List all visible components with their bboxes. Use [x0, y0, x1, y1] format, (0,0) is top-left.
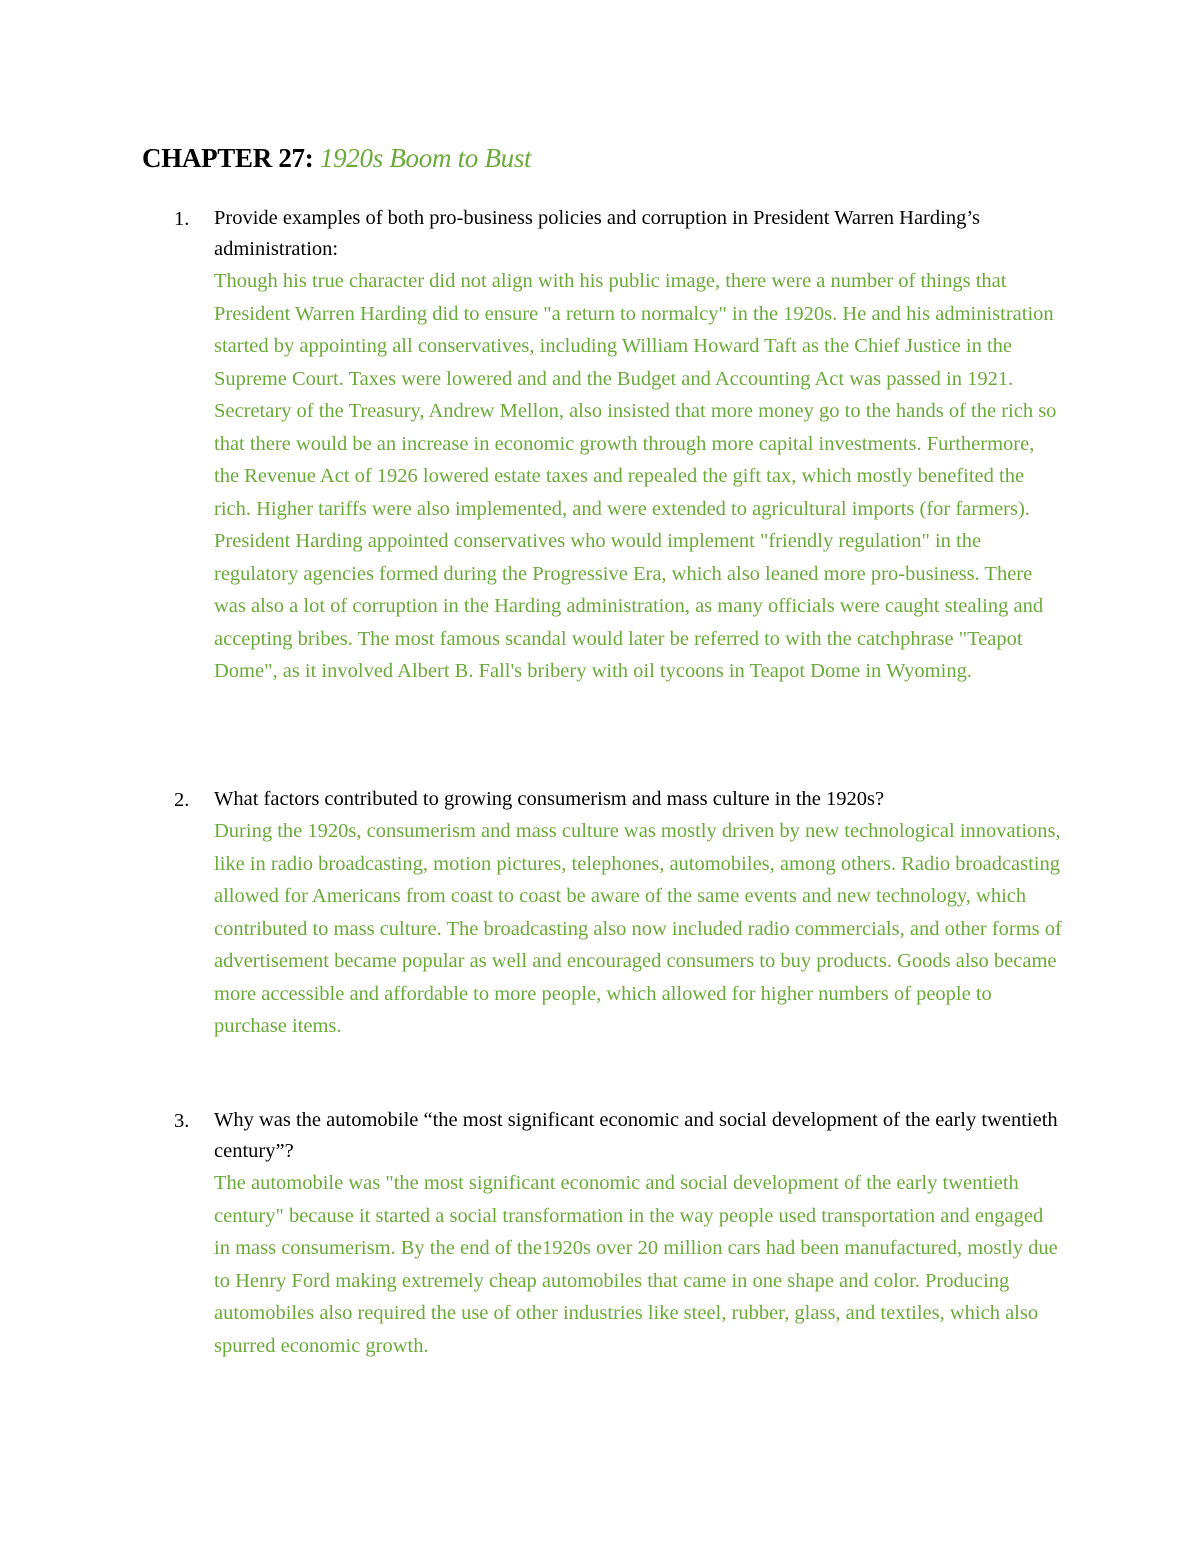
answer-text: Though his true character did not align with his public image, there were a number of things that President Warren Harding did to ensure "a return to normalcy" in the 1920s. He and his administration started by appointing all conservatives, including William Howard Taft as the Chief Justice in the Supreme Court. Taxes were lowered and and the Budget and Accounting Act was passed in 1921. Secretary of the Treasury, Andrew Mellon, also insisted that more money go to the hands of the rich so that there would be an increase in economic growth through more capital investments. Furthermore, the Revenue Act of 1926 lowered estate taxes and repealed the gift tax, which mostly benefited the rich. Higher tariffs were also implemented, and were extended to agricultural imports (for farmers). President Harding appointed conservatives who would implement "friendly regulation" in the regulatory agencies formed during the Progressive Era, which also leaned more pro-business. There was also a lot of corruption in the Harding administration, as many officials were caught stealing and accepting bribes. The most famous scandal would later be referred to with the catchphrase "Teapot Dome", as it involved Albert B. Fall's bribery with oil tycoons in Teapot Dome in Wyoming. [214, 270, 1057, 682]
question-text: Provide examples of both pro-business policies and corruption in President Warren Harding’s administration: [214, 207, 980, 260]
question-number: 2. [174, 789, 190, 811]
question-item [172, 784, 1062, 1043]
answer-text: During the 1920s, consumerism and mass culture was mostly driven by new technological innovations, like in radio broadcasting, motion pictures, telephones, automobiles, among others. Radio broadcasting allowed for Americans from coast to coast be aware of the same events and new technology, which contributed to mass culture. The broadcasting also now included radio commercials, and other forms of advertisement became popular as well and encouraged consumers to buy products. Goods also became more accessible and affordable to more people, which allowed for higher numbers of people to purchase items. [214, 820, 1062, 1037]
chapter-label: CHAPTER 27: [142, 143, 314, 173]
question-item [172, 1105, 1062, 1362]
answer-text: The automobile was "the most significant economic and social development of the early twentieth century" because it started a social transformation in the way people used transportation and engaged in mass consumerism. By the end of the1920s over 20 million cars had been manufactured, mostly due to Henry Ford making extremely cheap automobiles that came in one shape and color. Producing automobiles also required the use of other industries like steel, rubber, glass, and textiles, which also spurred economic growth. [214, 1172, 1058, 1357]
question-item [172, 203, 1062, 688]
chapter-title [142, 140, 531, 176]
question-number: 1. [174, 208, 190, 230]
question-number: 3. [174, 1110, 190, 1132]
chapter-subject: 1920s Boom to Bust [319, 143, 532, 173]
question-text: What factors contributed to growing consumerism and mass culture in the 1920s? [214, 788, 885, 810]
question-text: Why was the automobile “the most significant economic and social development of the early twentieth century”? [214, 1109, 1058, 1162]
